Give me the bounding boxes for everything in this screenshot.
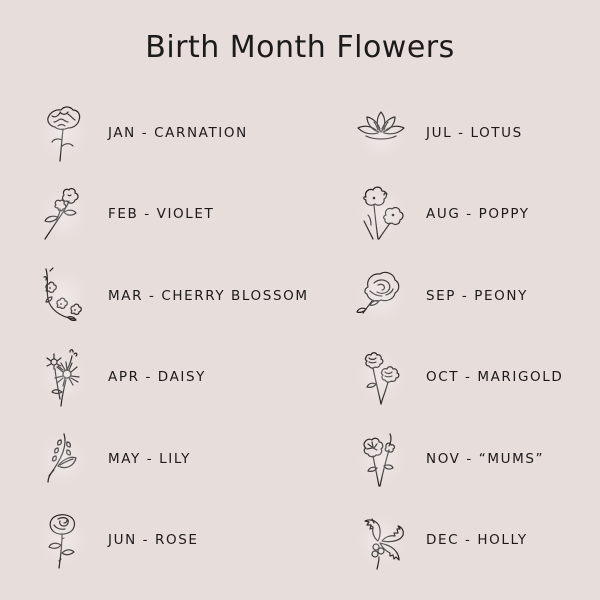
- flower-list-left: [34, 92, 309, 581]
- list-item: [352, 500, 563, 582]
- flower-label: JAN - CARNATION: [108, 124, 248, 141]
- list-item: [34, 174, 309, 256]
- flower-label: DEC - HOLLY: [426, 532, 528, 549]
- list-item: [34, 337, 309, 419]
- list-item: [34, 500, 309, 582]
- rose-icon: [34, 507, 92, 573]
- carnation-icon: [34, 100, 92, 166]
- marigold-icon: [352, 344, 410, 410]
- flower-label: FEB - VIOLET: [108, 206, 215, 223]
- list-item: [352, 418, 563, 500]
- violet-icon: [34, 181, 92, 247]
- flower-label: JUL - LOTUS: [426, 124, 523, 141]
- page-title: Birth Month Flowers: [145, 30, 455, 65]
- flower-label: MAY - LILY: [108, 450, 192, 467]
- list-item: [352, 174, 563, 256]
- peony-icon: [352, 263, 410, 329]
- poppy-icon: [352, 181, 410, 247]
- list-item: [34, 255, 309, 337]
- list-item: [352, 337, 563, 419]
- flower-label: APR - DAISY: [108, 369, 207, 386]
- flower-label: AUG - POPPY: [426, 206, 530, 223]
- flower-list-right: [352, 92, 563, 581]
- list-item: [352, 255, 563, 337]
- daisy-icon: [34, 344, 92, 410]
- chrysanthemum-icon: [352, 426, 410, 492]
- flower-label: MAR - CHERRY BLOSSOM: [108, 287, 309, 304]
- flower-label: NOV - “MUMS”: [426, 450, 545, 467]
- lotus-icon: [352, 100, 410, 166]
- holly-icon: [352, 507, 410, 573]
- cherry-blossom-icon: [34, 263, 92, 329]
- list-item: [34, 92, 309, 174]
- flower-label: JUN - ROSE: [108, 532, 199, 549]
- lily-icon: [34, 426, 92, 492]
- flower-label: OCT - MARIGOLD: [426, 369, 564, 386]
- list-item: [352, 92, 563, 174]
- list-item: [34, 418, 309, 500]
- flower-label: SEP - PEONY: [426, 287, 528, 304]
